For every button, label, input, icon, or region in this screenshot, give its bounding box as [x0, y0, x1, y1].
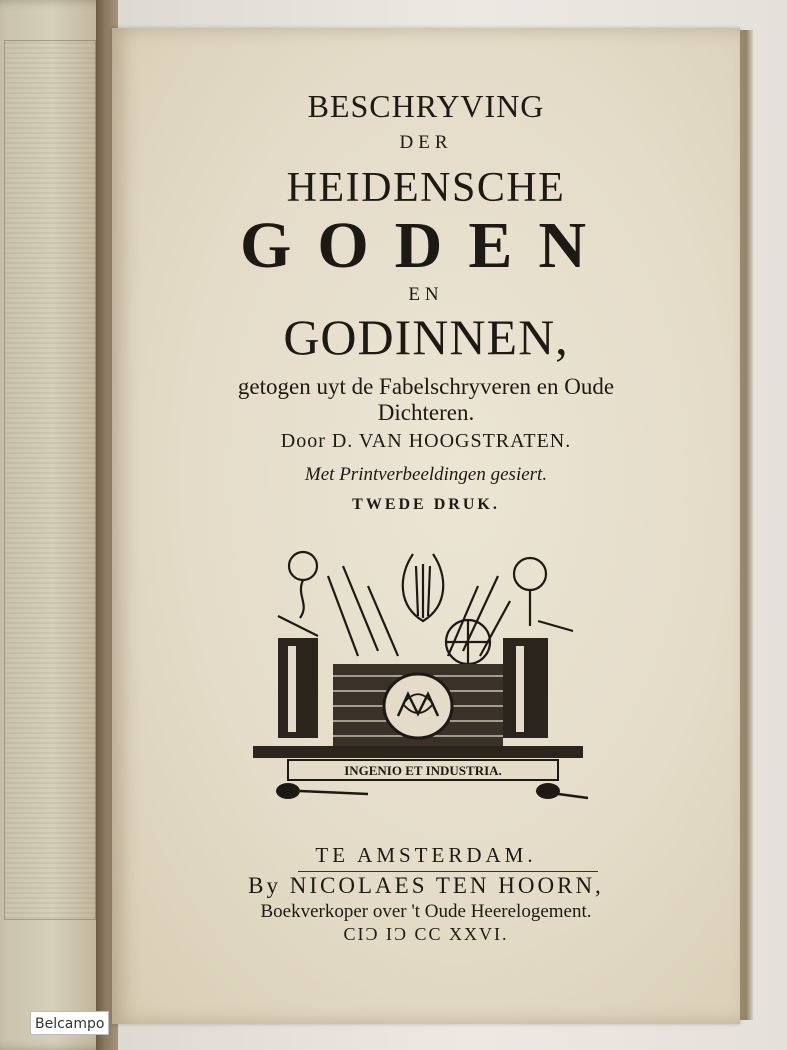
title-page [112, 28, 740, 1024]
imprint-year: CIƆ IƆ CC XXVI. [343, 924, 509, 944]
title-line-en: EN [408, 284, 444, 305]
subtitle-line-2: Dichteren. [377, 400, 475, 425]
printer-device-vignette [248, 546, 598, 806]
title-line-goden: GODEN [239, 209, 613, 282]
imprint-place: TE AMSTERDAM. [315, 843, 537, 867]
title-line-der: DER [399, 132, 453, 153]
subtitle-line-1: getogen uyt de Fabelschryveren en Oude [237, 374, 615, 399]
author-line: Door D. VAN HOOGSTRATEN. [280, 430, 572, 452]
imprint-bookseller: Boekverkoper over 't Oude Heerelogement. [260, 901, 592, 922]
title-line-beschryving: BESCHRYVING [307, 88, 545, 124]
photographer-watermark: Belcampo [30, 1011, 109, 1035]
title-line-godinnen: GODINNEN, [283, 309, 569, 365]
motto-text: INGENIO ET INDUSTRIA. [344, 763, 502, 778]
title-line-heidensche: HEIDENSCHE [286, 165, 566, 211]
edition-line: TWEDE DRUK. [352, 496, 500, 513]
illustrated-line: Met Printverbeeldingen gesiert. [304, 464, 548, 485]
imprint-printer: By NICOLAES TEN HOORN, [248, 873, 604, 898]
imprint-rule [298, 871, 598, 872]
frontispiece-print [4, 40, 96, 920]
